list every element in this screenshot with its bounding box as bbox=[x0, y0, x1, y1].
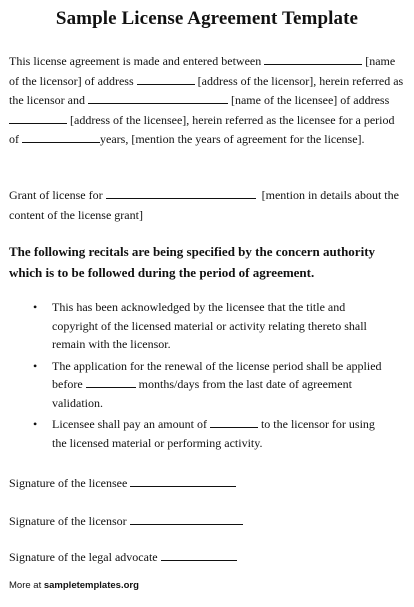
list-item bbox=[0, 415, 392, 452]
list-item bbox=[0, 298, 392, 354]
blank-line bbox=[86, 375, 136, 388]
footer-prefix: More at bbox=[9, 580, 42, 591]
list-item-text: months/days from the last date of agreement validation. bbox=[52, 377, 352, 410]
signature-label: Signature of the licensee bbox=[9, 476, 128, 490]
intro-paragraph bbox=[9, 52, 407, 150]
blank-line bbox=[210, 415, 258, 428]
blank-line bbox=[9, 111, 67, 124]
document-title: Sample License Agreement Template bbox=[55, 8, 359, 29]
blank-line bbox=[88, 91, 228, 104]
list-item bbox=[0, 357, 392, 413]
intro-text: [address of the licensee], herein referred as the licensee for a period of bbox=[9, 112, 395, 146]
intro-text: [name of the licensor] of address bbox=[9, 54, 396, 88]
bullet-icon: • bbox=[33, 300, 38, 314]
recitals-list bbox=[0, 298, 414, 455]
signature-line bbox=[130, 474, 236, 487]
blank-line bbox=[22, 130, 100, 143]
signature-line bbox=[161, 548, 237, 561]
list-item-text: The application for the renewal of the license period shall be applied before bbox=[52, 358, 382, 391]
recitals-heading: The following recitals are being specified by the concern authority which is to be followed during the period of agreement. bbox=[9, 244, 376, 280]
blank-line bbox=[106, 186, 256, 199]
footer-credit bbox=[9, 580, 139, 591]
intro-text: years, [mention the years of agreement for the license]. bbox=[100, 132, 365, 146]
bullet-icon: • bbox=[33, 417, 38, 431]
blank-line bbox=[264, 52, 362, 65]
grant-paragraph bbox=[9, 186, 407, 225]
signature-licensee bbox=[9, 474, 236, 491]
signature-label: Signature of the licensor bbox=[9, 514, 127, 528]
grant-text: Grant of license for bbox=[9, 188, 103, 202]
signature-label: Signature of the legal advocate bbox=[9, 550, 158, 564]
bullet-icon: • bbox=[33, 358, 38, 373]
list-item-text: This has been acknowledged by the licensee that the title and copyright of the licensed material or activity relating thereto shall remain with the licensor. bbox=[52, 300, 367, 351]
intro-text: This license agreement is made and entered between bbox=[9, 54, 262, 68]
grant-text: [mention in details about the content of the license grant] bbox=[9, 188, 399, 222]
blank-line bbox=[137, 72, 195, 85]
intro-text: [name of the licensee] of address bbox=[230, 93, 390, 107]
list-item-text: to the licensor for using the licensed material or performing activity. bbox=[52, 417, 375, 450]
intro-text: [address of the licensor], herein referred as the licensor and bbox=[9, 73, 404, 107]
footer-site-link[interactable]: sampletemplates.org bbox=[43, 580, 139, 591]
signature-line bbox=[130, 512, 243, 525]
signature-advocate bbox=[9, 548, 237, 565]
signature-licensor bbox=[9, 512, 243, 529]
list-item-text: Licensee shall pay an amount of bbox=[52, 417, 207, 431]
